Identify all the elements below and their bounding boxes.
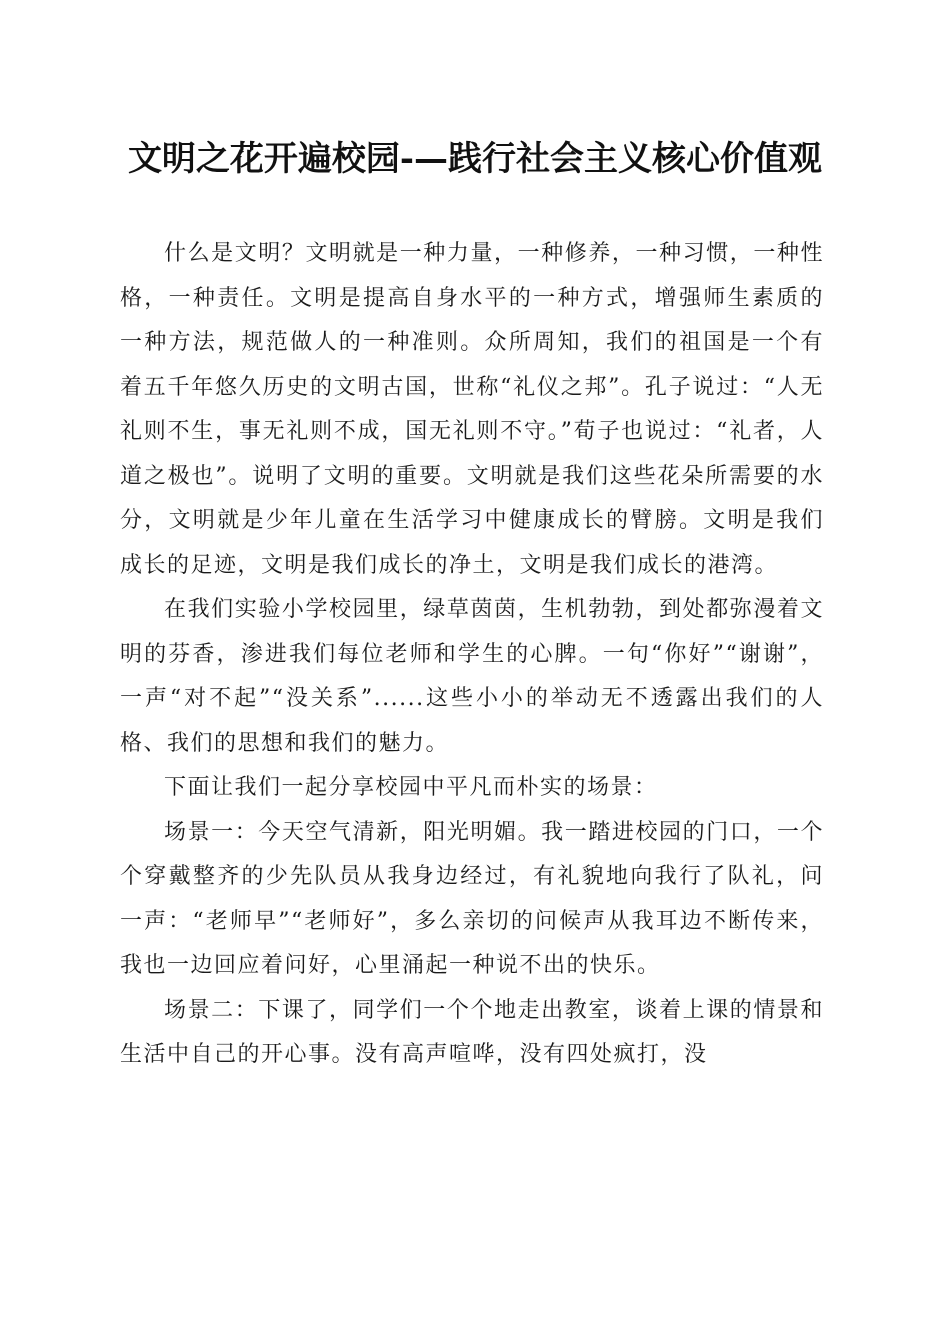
paragraph: 下面让我们一起分享校园中平凡而朴实的场景： [164, 775, 658, 800]
paragraph: 在我们实验小学校园里，绿草茵茵，生机勃勃，到处都弥漫着文明的芬香，渗进我们每位老师和学生的心脾。一句“你好”“谢谢”，一声“对不起”“没关系”......这些小小的举动无不透露出我们的人格、我们的思想和我们的魅力。 [120, 597, 824, 756]
paragraph: 场景一：今天空气清新，阳光明媚。我一踏进校园的门口，一个个穿戴整齐的少先队员从我身边经过，有礼貌地向我行了队礼，问一声：“老师早”“老师好”，多么亲切的问候声从我耳边不断传来，我也一边回应着问好，心里涌起一种说不出的快乐。 [120, 819, 824, 978]
document-body [120, 232, 824, 1078]
paragraph: 什么是文明？文明就是一种力量，一种修养，一种习惯，一种性格，一种责任。文明是提高自身水平的一种方式，增强师生素质的一种方法，规范做人的一种准则。众所周知，我们的祖国是一个有着五千年悠久历史的文明古国，世称“礼仪之邦”。孔子说过：“人无礼则不生，事无礼则不成，国无礼则不守。”荀子也说过：“礼者，人道之极也”。说明了文明的重要。文明就是我们这些花朵所需要的水分，文明就是少年儿童在生活学习中健康成长的臂膀。文明是我们成长的足迹，文明是我们成长的净土，文明是我们成长的港湾。 [120, 241, 824, 578]
document-title: 文明之花开遍校园-—践行社会主义核心价值观 [127, 139, 823, 179]
paragraph: 场景二：下课了，同学们一个个地走出教室，谈着上课的情景和生活中自己的开心事。没有高声喧哗，没有四处疯打，没 [120, 997, 824, 1067]
